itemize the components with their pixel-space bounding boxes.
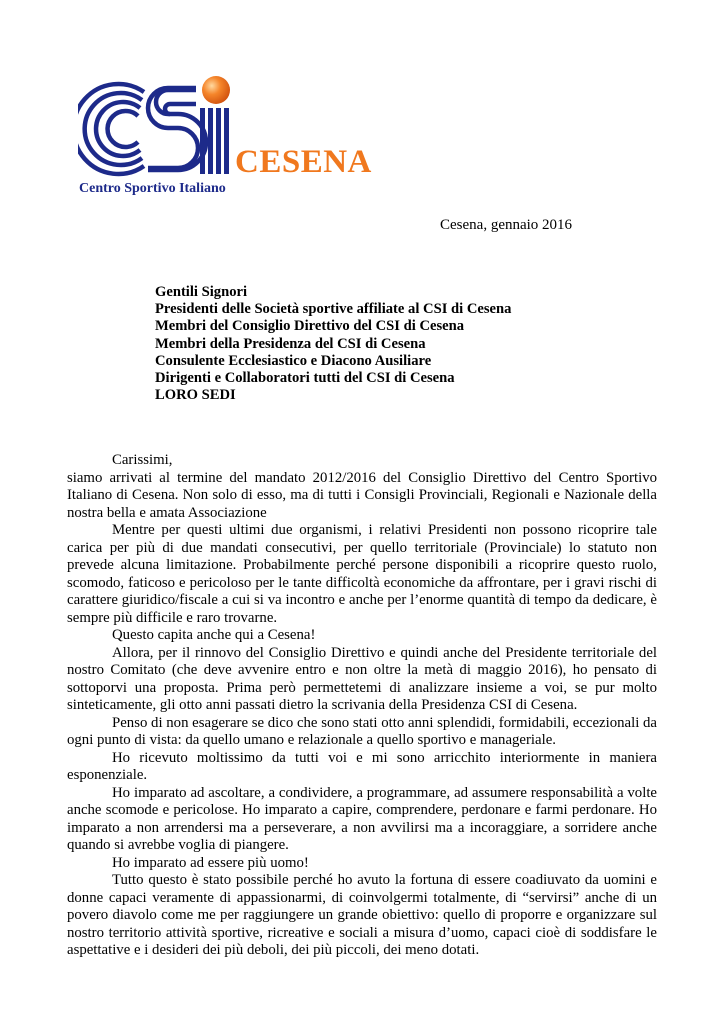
logo-letter-c	[78, 84, 144, 174]
paragraph: Ho imparato ad essere più uomo!	[112, 854, 309, 871]
greeting: Carissimi,	[112, 452, 173, 468]
csi-logo	[78, 74, 248, 180]
paragraph: Mentre per questi ultimi due organismi, i relativi Presidenti non possono ricoprire tale carica per più di due mandati consecutivi, per quello territoriale (Provinciale) lo statuto non prevede alcuna limitazione. Probabilmente perché persone disponibili a ricoprire questo ruolo, scomodo, faticoso e pericoloso per le tante difficoltà economiche da affrontare, per i gravi rischi di carattere giuridico/fiscale a cui si va incontro e anche per l’enorme quantità di tempo da dedicare, è sempre più difficile e raro trovarne.	[67, 522, 657, 626]
paragraph: Penso di non esagerare se dico che sono stati otto anni splendidi, formidabili, eccezionali da ogni punto di vista: da quello umano e relazionale a quello sportivo e manageriale.	[67, 714, 657, 748]
logo-letter-s	[148, 88, 206, 170]
paragraph: Questo capita anche qui a Cesena!	[112, 627, 316, 643]
recipient-line: Consulente Ecclesiastico e Diacono Ausiliare	[155, 352, 432, 369]
recipients-list	[155, 284, 511, 404]
logo-orange-ball	[202, 76, 230, 104]
paragraph: Tutto questo è stato possibile perché ho avuto la fortuna di essere coadiuvato da uomini e donne capaci veramente di appassionarmi, di coinvolgermi totalmente, di “servirsi” anche di un povero diavolo come me per raggiungere un grande obiettivo: quello di proporre e organizzare sul nostro territorio attività sportive, ricreative e sociali a misura d’uomo, capaci cioè di soddisfare le aspettative e i desideri dei più deboli, dei più piccoli, dei meno dotati.	[67, 872, 657, 958]
recipient-line: Dirigenti e Collaboratori tutti del CSI di Cesena	[155, 369, 455, 386]
recipient-line: Membri del Consiglio Direttivo del CSI di Cesena	[155, 318, 465, 335]
recipient-line: Presidenti delle Società sportive affiliate al CSI di Cesena	[155, 301, 512, 318]
organization-name: Centro Sportivo Italiano	[79, 181, 226, 196]
letter-body	[67, 452, 657, 960]
city-name: CESENA	[235, 144, 372, 180]
recipient-line: LORO SEDI	[155, 387, 236, 404]
paragraph: Allora, per il rinnovo del Consiglio Direttivo e quindi anche del Presidente territoriale del nostro Comitato (che deve avvenire entro e non oltre la metà di maggio 2016), ho pensato di sottoporvi una proposta. Prima però permettetemi di analizzare insieme a voi, se pur molto sinteticamente, gli otto anni passati dietro la scrivania della Presidenza CSI di Cesena.	[67, 644, 657, 713]
recipient-line: Gentili Signori	[155, 284, 248, 300]
recipient-line: Membri della Presidenza del CSI di Cesena	[155, 335, 426, 352]
logo-letter-i	[200, 108, 229, 174]
paragraph: Ho ricevuto moltissimo da tutti voi e mi sono arricchito interiormente in maniera esponenziale.	[67, 749, 657, 783]
date-line: Cesena, gennaio 2016	[440, 217, 573, 233]
paragraph: siamo arrivati al termine del mandato 2012/2016 del Consiglio Direttivo del Centro Sportivo Italiano di Cesena. Non solo di esso, ma di tutti i Consigli Provinciali, Regionali e Nazionale della nostra bella e amata Associazione	[67, 469, 657, 521]
paragraph: Ho imparato ad ascoltare, a condividere, a programmare, ad assumere responsabilità a volte anche scomode e pericolose. Ho imparato a capire, comprendere, perdonare e farmi perdonare. Ho imparato a non arrendersi ma a perseverare, a non avvilirsi ma a incoraggiare, a sorridere anche quando si avrebbe voglia di piangere.	[67, 784, 657, 853]
